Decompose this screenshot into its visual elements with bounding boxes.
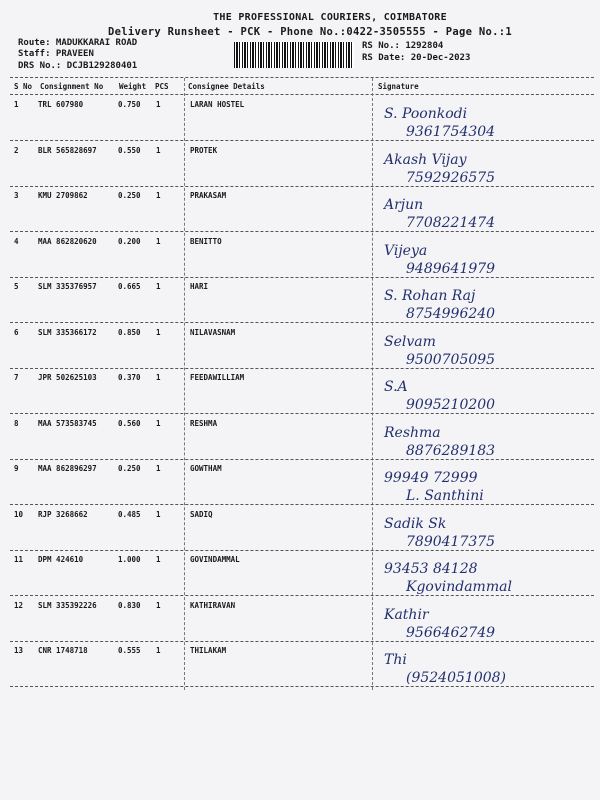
row-pcs: 1 xyxy=(156,145,161,155)
row-divider xyxy=(10,595,594,596)
row-divider xyxy=(10,322,594,323)
drs-number: DRS No.: DCJB129280401 xyxy=(18,61,138,71)
row-pcs: 1 xyxy=(156,100,161,109)
row-consignee: BENITTO xyxy=(190,236,222,246)
row-consignment-no: MAA 862820620 xyxy=(38,236,97,246)
signature-text: 7592926575 xyxy=(406,169,496,186)
row-sno: 7 xyxy=(14,373,19,382)
signature-text: S.A xyxy=(384,379,408,395)
signature-text: 9566462749 xyxy=(406,624,496,641)
signature-text: 7890417375 xyxy=(406,533,496,550)
signature-text: Kathir xyxy=(384,606,429,623)
row-consignee: FEEDAWILLIAM xyxy=(190,373,245,382)
rs-number: RS No.: 1292804 xyxy=(362,41,444,51)
row-consignment-no: SLM 335392226 xyxy=(38,600,97,610)
row-weight: 0.550 xyxy=(118,145,141,155)
row-weight: 0.665 xyxy=(118,282,141,291)
row-consignment-no: SLM 335376957 xyxy=(38,282,97,291)
signature-text: Akash Vijay xyxy=(384,151,467,168)
col-consignment: Consignment No xyxy=(40,82,104,91)
row-sno: 5 xyxy=(14,282,19,291)
row-sno: 9 xyxy=(14,464,19,473)
col-consignee: Consignee Details xyxy=(188,82,265,91)
signature-text: 9500705095 xyxy=(406,351,496,368)
row-divider xyxy=(10,186,594,187)
row-pcs: 1 xyxy=(156,555,161,564)
signature-text: 7708221474 xyxy=(406,215,496,231)
col-pcs: PCS xyxy=(155,82,169,91)
row-consignment-no: MAA 862896297 xyxy=(38,464,97,473)
signature-text: Selvam xyxy=(384,333,436,350)
row-pcs: 1 xyxy=(156,327,161,337)
row-weight: 1.000 xyxy=(118,555,141,564)
row-weight: 0.750 xyxy=(118,100,141,109)
row-consignment-no: DPM 424610 xyxy=(38,555,84,564)
row-weight: 0.200 xyxy=(118,236,141,246)
row-divider xyxy=(10,459,594,460)
signature-text: Thi xyxy=(384,652,407,668)
row-pcs: 1 xyxy=(156,236,161,246)
row-consignment-no: RJP 3268662 xyxy=(38,509,88,519)
row-consignee: PRAKASAM xyxy=(190,191,227,200)
signature-text: S. Poonkodi xyxy=(384,106,468,122)
row-sno: 6 xyxy=(14,327,19,337)
row-weight: 0.830 xyxy=(118,600,141,610)
row-pcs: 1 xyxy=(156,418,161,428)
signature-text: Reshma xyxy=(384,424,441,441)
row-sno: 3 xyxy=(14,191,19,200)
row-consignee: NILAVASNAM xyxy=(190,327,236,337)
row-pcs: 1 xyxy=(156,373,161,382)
row-sno: 4 xyxy=(14,236,19,246)
signature-text: 9095210200 xyxy=(406,397,496,413)
row-consignment-no: TRL 607980 xyxy=(38,100,84,109)
signature-text: Vijeya xyxy=(384,242,428,259)
row-consignment-no: JPR 502625103 xyxy=(38,373,97,382)
row-pcs: 1 xyxy=(156,191,161,200)
row-consignee: KATHIRAVAN xyxy=(190,600,236,610)
signature-text: Sadik Sk xyxy=(384,515,447,532)
row-pcs: 1 xyxy=(156,646,161,655)
row-consignment-no: BLR 565828697 xyxy=(38,145,97,155)
row-divider xyxy=(10,504,594,505)
staff-label: Staff: PRAVEEN xyxy=(18,49,94,59)
row-consignee: HARI xyxy=(190,282,209,291)
row-consignment-no: KMU 2709862 xyxy=(38,191,88,200)
row-divider xyxy=(10,140,594,141)
col-signature: Signature xyxy=(378,82,419,91)
row-consignee: RESHMA xyxy=(190,418,218,428)
row-pcs: 1 xyxy=(156,509,161,519)
row-divider xyxy=(10,277,594,278)
route-label: Route: MADUKKARAI ROAD xyxy=(18,38,138,48)
row-pcs: 1 xyxy=(156,600,161,610)
row-divider xyxy=(10,231,594,232)
row-pcs: 1 xyxy=(156,282,161,291)
rs-date: RS Date: 20-Dec-2023 xyxy=(362,53,471,63)
row-divider xyxy=(10,686,594,687)
row-sno: 10 xyxy=(14,509,24,519)
signature-text: 99949 72999 xyxy=(384,470,478,486)
signature-text: 8754996240 xyxy=(406,306,496,322)
row-consignee: SADIQ xyxy=(190,509,213,519)
company-title: THE PROFESSIONAL COURIERS, COIMBATORE xyxy=(213,12,447,23)
row-consignment-no: SLM 335366172 xyxy=(38,327,97,337)
header-top-rule xyxy=(10,77,594,78)
row-divider xyxy=(10,550,594,551)
row-consignee: LARAN HOSTEL xyxy=(190,100,245,109)
runsheet-subtitle: Delivery Runsheet - PCK - Phone No.:0422-3505555 - Page No.:1 xyxy=(108,26,512,38)
row-sno: 12 xyxy=(14,600,24,610)
barcode-image xyxy=(234,42,354,68)
col-sno: S No xyxy=(14,82,33,91)
signature-text: 8876289183 xyxy=(406,442,496,459)
col-weight: Weight xyxy=(119,82,147,91)
row-weight: 0.370 xyxy=(118,373,141,382)
row-consignee: PROTEK xyxy=(190,145,218,155)
row-weight: 0.485 xyxy=(118,509,141,519)
row-consignee: GOWTHAM xyxy=(190,464,222,473)
signature-text: 9489641979 xyxy=(406,260,496,277)
row-divider xyxy=(10,368,594,369)
signature-text: Kgovindammal xyxy=(406,579,512,595)
signature-text: 93453 84128 xyxy=(384,561,478,577)
signature-text: L. Santhini xyxy=(406,488,484,504)
row-consignee: THILAKAM xyxy=(190,646,227,655)
signature-text: S. Rohan Raj xyxy=(384,288,476,304)
row-divider xyxy=(10,641,594,642)
row-weight: 0.850 xyxy=(118,327,141,337)
row-pcs: 1 xyxy=(156,464,161,473)
row-weight: 0.250 xyxy=(118,191,141,200)
header-bottom-rule xyxy=(10,94,594,95)
row-divider xyxy=(10,413,594,414)
row-sno: 13 xyxy=(14,646,24,655)
row-sno: 8 xyxy=(14,418,19,428)
row-consignment-no: MAA 573583745 xyxy=(38,418,97,428)
signature-text: (9524051008) xyxy=(406,670,506,686)
row-weight: 0.250 xyxy=(118,464,141,473)
row-sno: 11 xyxy=(14,555,24,564)
row-consignment-no: CNR 1748718 xyxy=(38,646,88,655)
signature-text: Arjun xyxy=(384,197,424,213)
row-sno: 1 xyxy=(14,100,19,109)
row-weight: 0.555 xyxy=(118,646,141,655)
row-consignee: GOVINDAMMAL xyxy=(190,555,240,564)
row-sno: 2 xyxy=(14,145,19,155)
signature-text: 9361754304 xyxy=(406,124,496,140)
row-weight: 0.560 xyxy=(118,418,141,428)
